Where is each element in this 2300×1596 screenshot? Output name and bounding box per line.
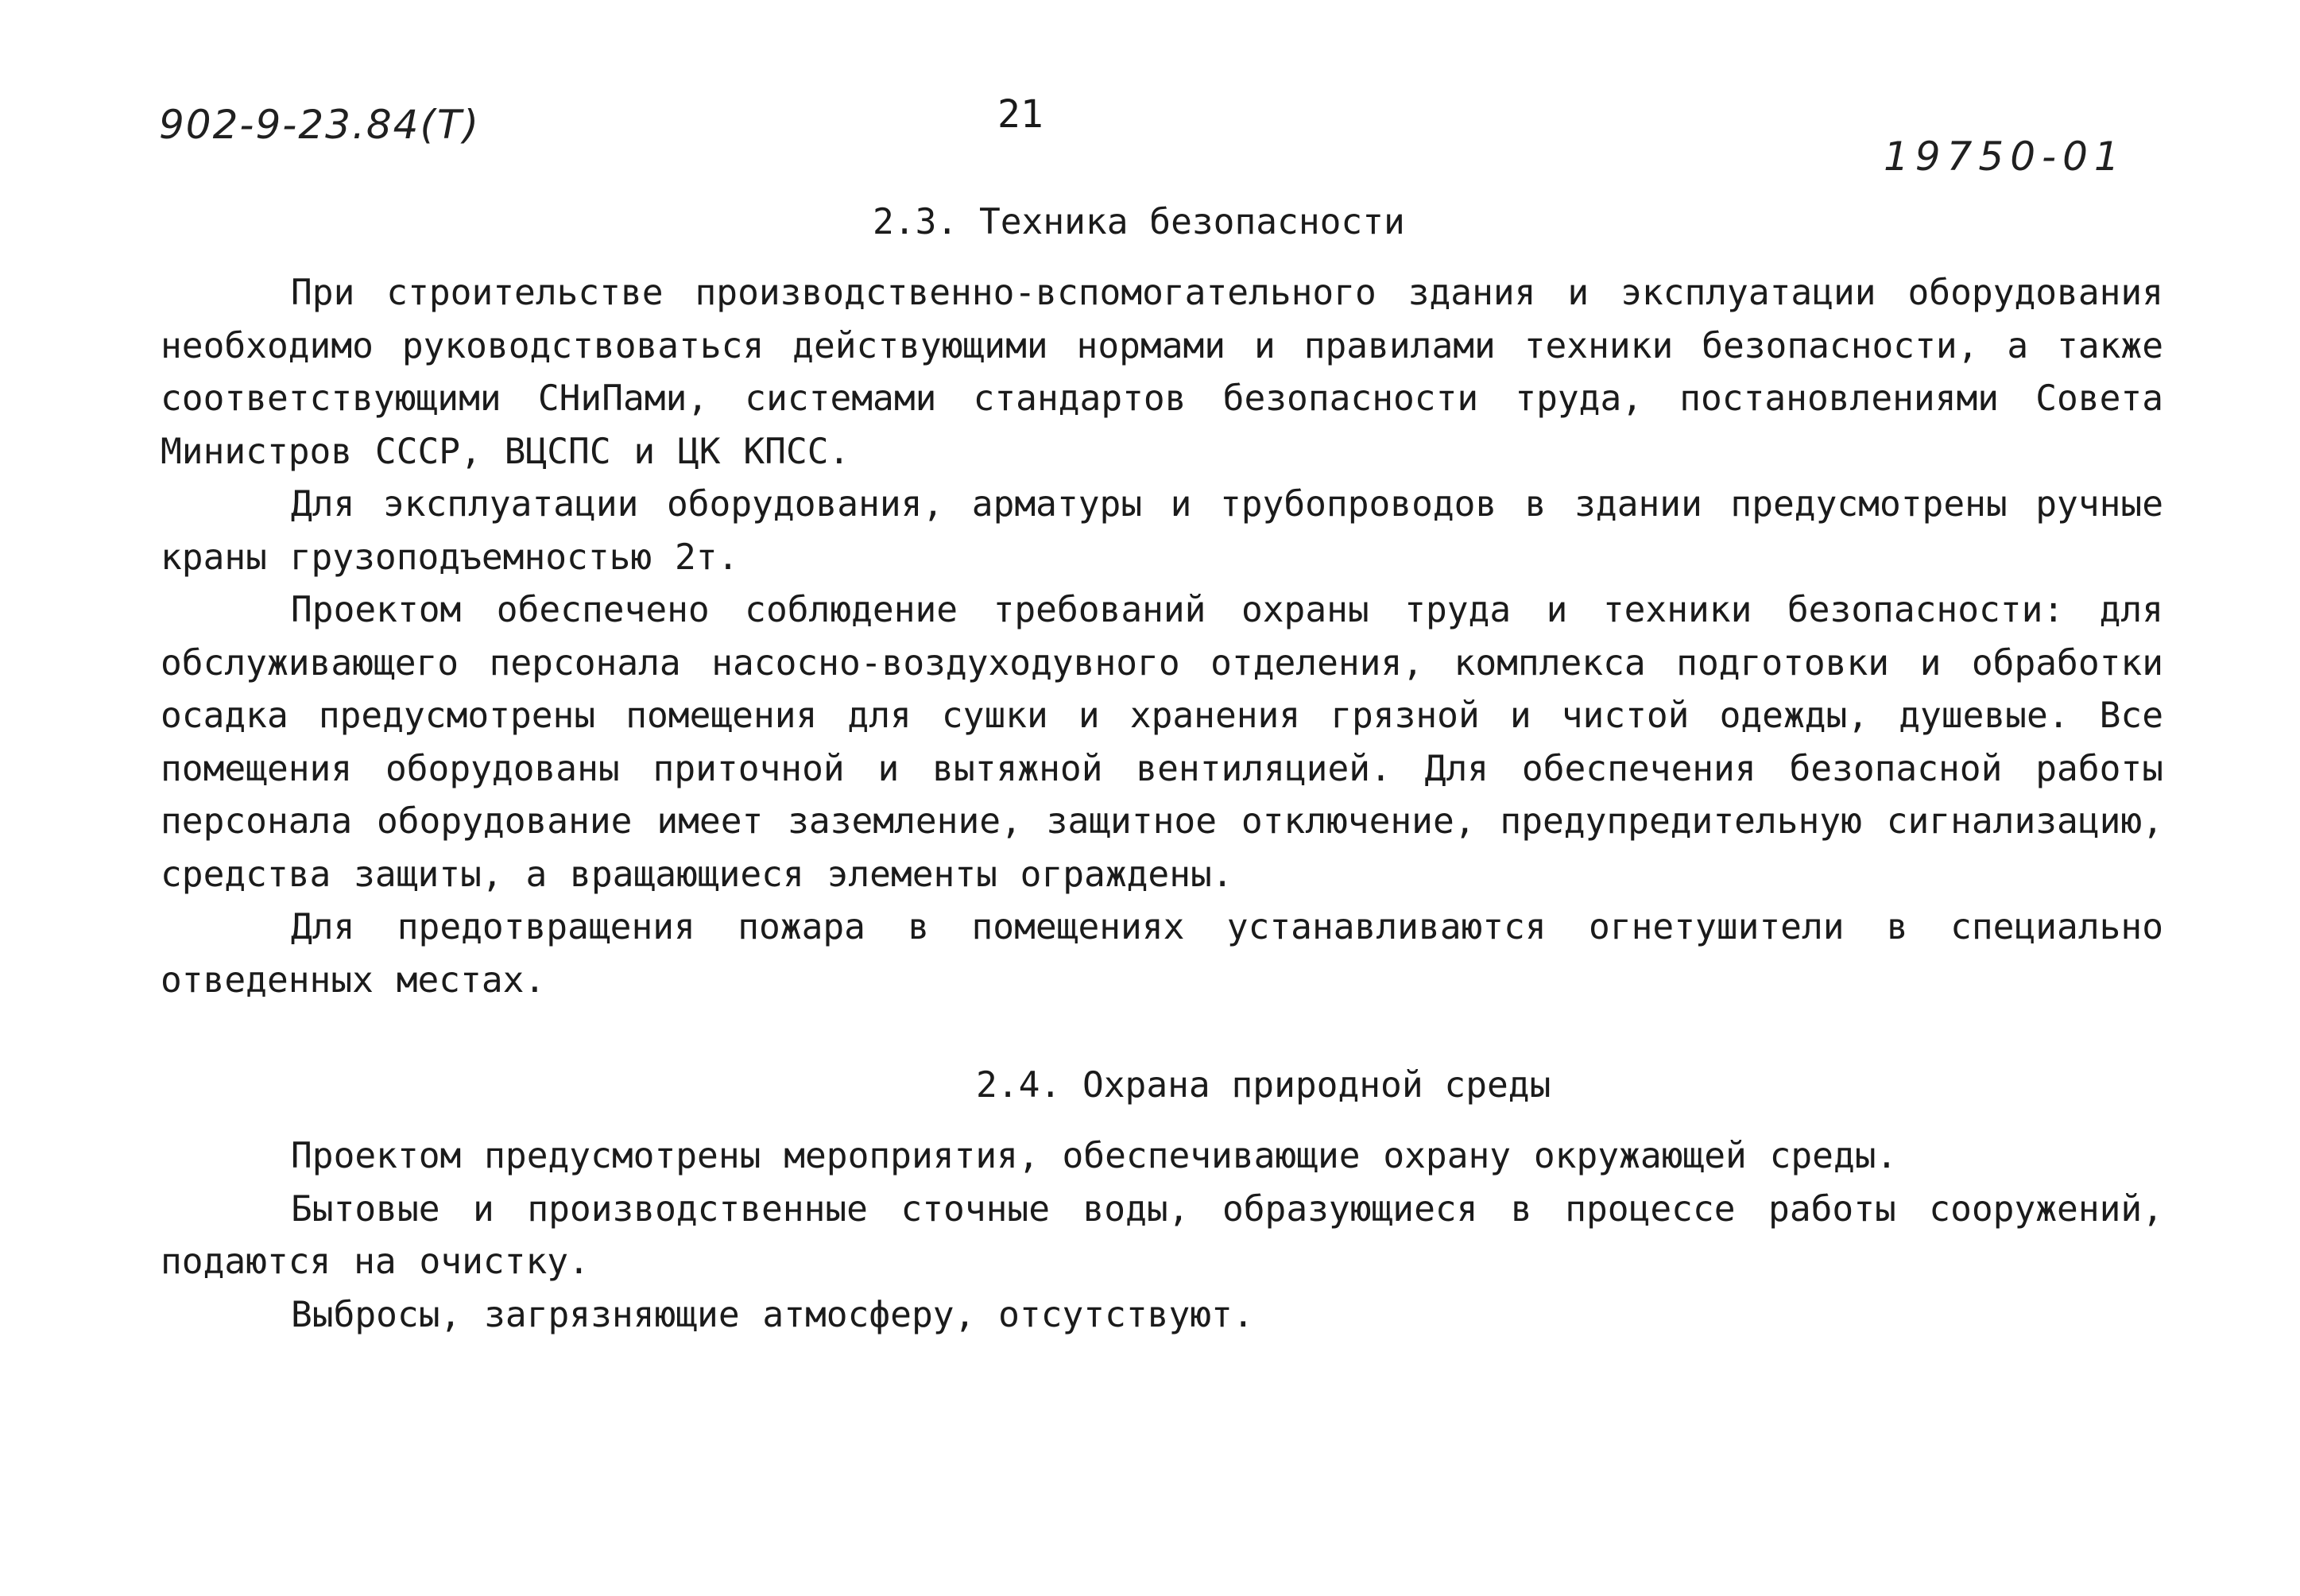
section-2-4-paragraph-3: Выбросы, загрязняющие атмосферу, отсутствуют. [291,1294,1254,1335]
section-2-3-paragraph-3: Проектом обеспечено соблюдение требований охраны труда и техники безопасности: для обслуживающего персонала насосно-воздуходувного отделения, комплекса подготовки и обработки осадка предусмотрены помещения для сушки и хранения грязной и чистой одежды, душевые. Все помещения оборудованы приточной и вытяжной вентиляцией. Для обеспечения безопасной работы персонала оборудование имеет заземление, защитное отключение, предупредительную сигнализацию, средства защиты, а вращающиеся элементы ограждены. [161,590,2163,895]
document-number: 19750-01 [1884,134,2126,180]
section-2-3-body [161,267,2163,1007]
section-2-3-paragraph-4: Для предотвращения пожара в помещениях устанавливаются огнетушители в специально отведенных местах. [161,907,2163,1001]
section-2-4-body [161,1130,2163,1342]
page-number: 21 [997,92,1044,137]
section-2-4-title: 2.4. Охрана природной среды [976,1065,1551,1106]
document-code: 902-9-23.84(Т) [159,102,481,148]
section-2-3-paragraph-1: При строительстве производственно-вспомогательного здания и эксплуатации оборудования необходимо руководствоваться действующими нормами и правилами техники безопасности, а также соответствующими СНиПами, системами стандартов безопасности труда, постановлениями Совета Министров СССР, ВЦСПС и ЦК КПСС. [161,273,2163,472]
section-2-4-paragraph-1: Проектом предусмотрены мероприятия, обеспечивающие охрану окружающей среды. [291,1136,1898,1176]
section-2-3-title: 2.3. Техника безопасности [873,202,1405,242]
section-2-3-paragraph-2: Для эксплуатации оборудования, арматуры и трубопроводов в здании предусмотрены ручные краны грузоподъемностью 2т. [161,484,2163,578]
section-2-4-paragraph-2: Бытовые и производственные сточные воды, образующиеся в процессе работы сооружений, подаются на очистку. [161,1188,2163,1282]
